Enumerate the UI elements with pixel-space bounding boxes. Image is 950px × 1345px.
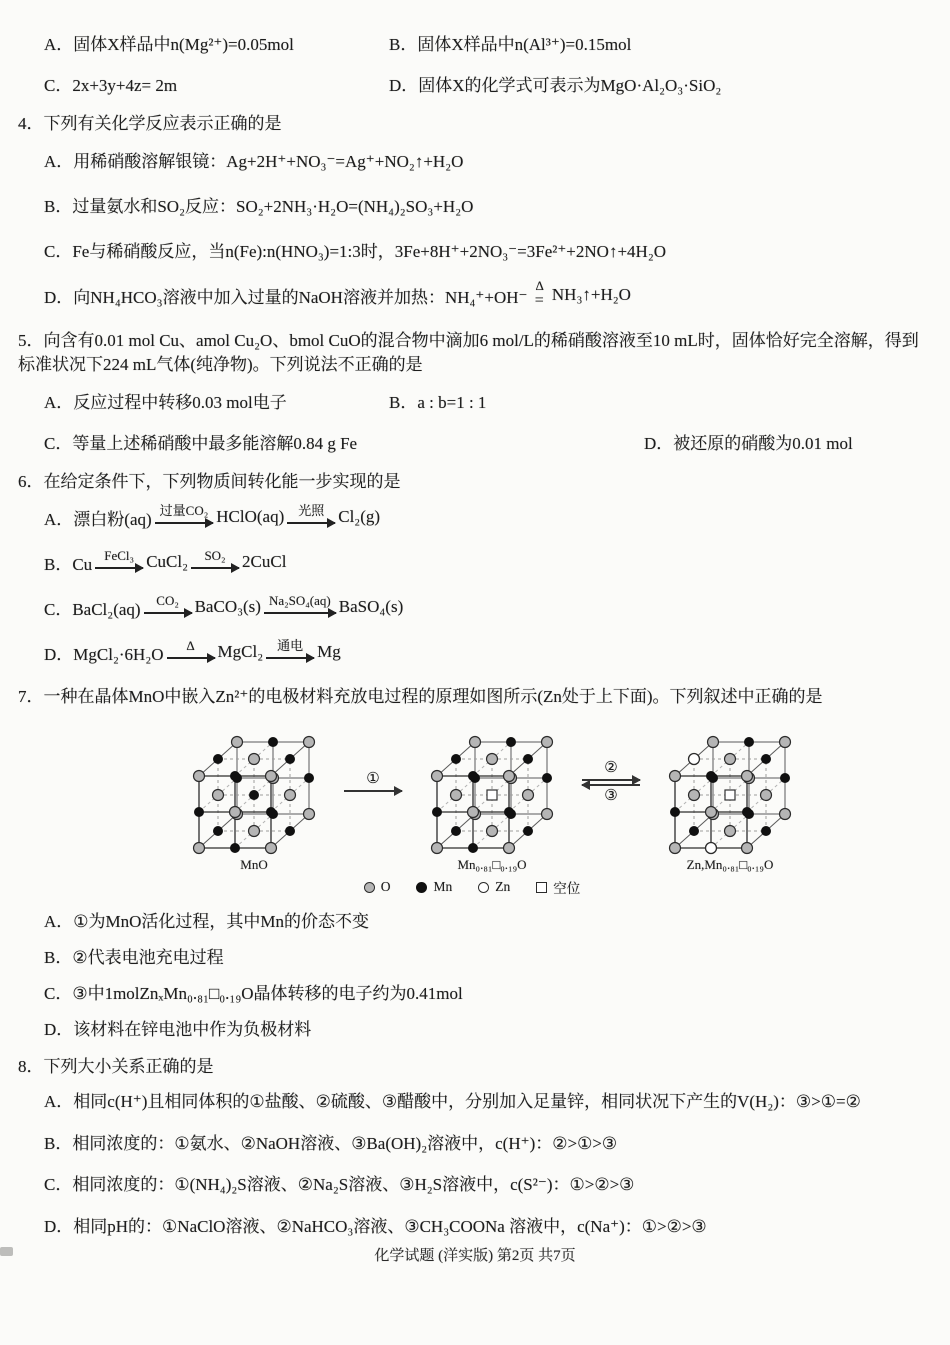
legend-label-mn: Mn	[433, 879, 453, 895]
question-6	[18, 470, 926, 665]
q8-option-c: C．相同浓度的：①(NH₄)₂S溶液、②Na₂S溶液、③H₂S溶液中，c(S²⁻)：①>②>③	[44, 1175, 635, 1195]
q8-option-b: B．相同浓度的：①氨水、②NaOH溶液、③Ba(OH)₂溶液中，c(H⁺)：②>①>③	[44, 1133, 618, 1153]
q6-option-a: A．漂白粉(aq) 过量CO₂ HClO(aq) 光照 Cl₂(g)	[44, 503, 381, 529]
q6-option-b: B．Cu FeCl₃ CuCl₂ SO₂ 2CuCl	[44, 548, 287, 574]
q7-option-b: B．②代表电池充电过程	[44, 948, 224, 968]
q3-option-a: A．固体X样品中n(Mg²⁺)=0.05mol	[44, 35, 294, 54]
scan-artifact	[0, 1247, 13, 1256]
q8-option-a: A．相同c(H⁺)且相同体积的①盐酸、②硫酸、③醋酸中，分别加入足量锌，相同状况下产生的V(H₂)：③>①=②	[44, 1091, 861, 1111]
right-arrow-icon	[582, 779, 640, 781]
q5-stem: 5．向含有0.01 mol Cu、amol Cu₂O、bmol CuO的混合物中滴加6 mol/L的稀硝酸溶液至10 mL时，固体恰好完全溶解，得到标准状况下224 mL气体(纯净物)。下列说法不正确的是	[18, 330, 919, 375]
legend-item-o	[364, 879, 391, 895]
zn-inserted-crystal	[660, 719, 800, 873]
legend-item-vacancy	[536, 877, 580, 897]
left-arrow-icon	[582, 784, 640, 786]
diagram-legend	[18, 877, 926, 897]
question-8	[18, 1055, 926, 1239]
q3-option-c: C．2x+3y+4z= 2m	[44, 76, 178, 95]
q8-stem: 8．下列大小关系正确的是	[18, 1057, 214, 1077]
arrow-label-1: ①	[366, 771, 380, 788]
q4-stem: 4．下列有关化学反应表示正确的是	[18, 114, 282, 133]
vacancy-icon	[536, 882, 547, 893]
q5-option-c: C．等量上述稀硝酸中最多能溶解0.84 g Fe	[44, 434, 358, 454]
crystal-structure-diagram	[58, 719, 926, 873]
step-2-3-arrows	[582, 761, 640, 804]
question-5	[18, 329, 926, 454]
q6-option-c: C．BaCl₂(aq) CO₂ BaCO₃(s) Na₂SO₄(aq) BaSO₄(s)	[44, 593, 404, 619]
mno-crystal	[184, 719, 324, 873]
q3-option-b: B．固体X样品中n(Al³⁺)=0.15mol	[389, 35, 632, 54]
q7-option-c: C．③中1molZnₓMn₀.₈₁□₀.₁₉O晶体转移的电子约为0.41mol	[44, 984, 463, 1004]
zn-mn-lattice-illustration	[660, 719, 800, 859]
q4-option-a: A．用稀硝酸溶解银镜：Ag+2H⁺+NO₃⁻=Ag⁺+NO₂↑+H₂O	[44, 151, 464, 171]
arrow-label-3: ③	[604, 787, 618, 804]
q4-option-d: D．向NH₄HCO₃溶液中加入过量的NaOH溶液并加热：NH₄⁺+OH⁻ Δ = NH₃↑+H₂O	[44, 277, 631, 309]
mn-atom-icon	[416, 882, 427, 893]
q4-option-b: B．过量氨水和SO₂反应：SO₂+2NH₃·H₂O=(NH₄)₂SO₃+H₂O	[44, 196, 474, 216]
page-footer: 化学试题 (洋实版) 第2页 共7页	[374, 1248, 576, 1264]
q7-stem: 7．一种在晶体MnO中嵌入Zn²⁺的电极材料充放电过程的原理如图所示(Zn处于上下面)。下列叙述中正确的是	[18, 686, 823, 706]
q6-stem: 6．在给定条件下，下列物质间转化能一步实现的是	[18, 472, 401, 492]
legend-label-vacancy: 空位	[553, 881, 581, 897]
right-arrow-icon	[344, 790, 402, 792]
arrow-label-2: ②	[604, 759, 618, 776]
activated-crystal	[422, 719, 562, 873]
q6-option-d: D．MgCl₂·6H₂O Δ MgCl₂ 通电 Mg	[44, 638, 341, 664]
legend-item-mn	[416, 879, 452, 895]
zn-atom-icon	[478, 882, 489, 893]
q8-option-d: D．相同pH的：①NaClO溶液、②NaHCO₃溶液、③CH₃COONa 溶液中，c(Na⁺)：①>②>③	[44, 1217, 707, 1237]
legend-item-zn	[478, 879, 510, 895]
cube-label-3: Zn,Mn₀.₈₁□₀.₁₉O	[686, 857, 774, 873]
q5-option-d: D．被还原的硝酸为0.01 mol	[644, 434, 853, 454]
legend-label-zn: Zn	[495, 879, 511, 895]
q4-option-c: C．Fe与稀硝酸反应，当n(Fe):n(HNO₃)=1:3时，3Fe+8H⁺+2NO₃⁻=3Fe²⁺+2NO↑+4H₂O	[44, 241, 667, 261]
cube-label-2: Mn₀.₈₁□₀.₁₉O	[457, 857, 527, 873]
q5-option-a: A．反应过程中转移0.03 mol电子	[44, 393, 287, 413]
legend-label-o: O	[380, 879, 391, 895]
q5-option-b: B．a : b=1 : 1	[389, 393, 487, 413]
step-1-arrow	[344, 772, 402, 792]
q7-option-d: D．该材料在锌电池中作为负极材料	[44, 1020, 312, 1040]
o-atom-icon	[364, 882, 375, 893]
q3-option-d: D．固体X的化学式可表示为MgO·Al₂O₃·SiO₂	[389, 76, 722, 95]
question-7	[18, 685, 926, 1042]
question-4	[18, 112, 926, 309]
mno-lattice-illustration	[184, 719, 324, 859]
q7-option-a: A．①为MnO活化过程，其中Mn的价态不变	[44, 912, 370, 932]
question-3-options	[18, 30, 926, 96]
cube-label-1: MnO	[240, 857, 268, 873]
mn-vacancy-lattice-illustration	[422, 719, 562, 859]
